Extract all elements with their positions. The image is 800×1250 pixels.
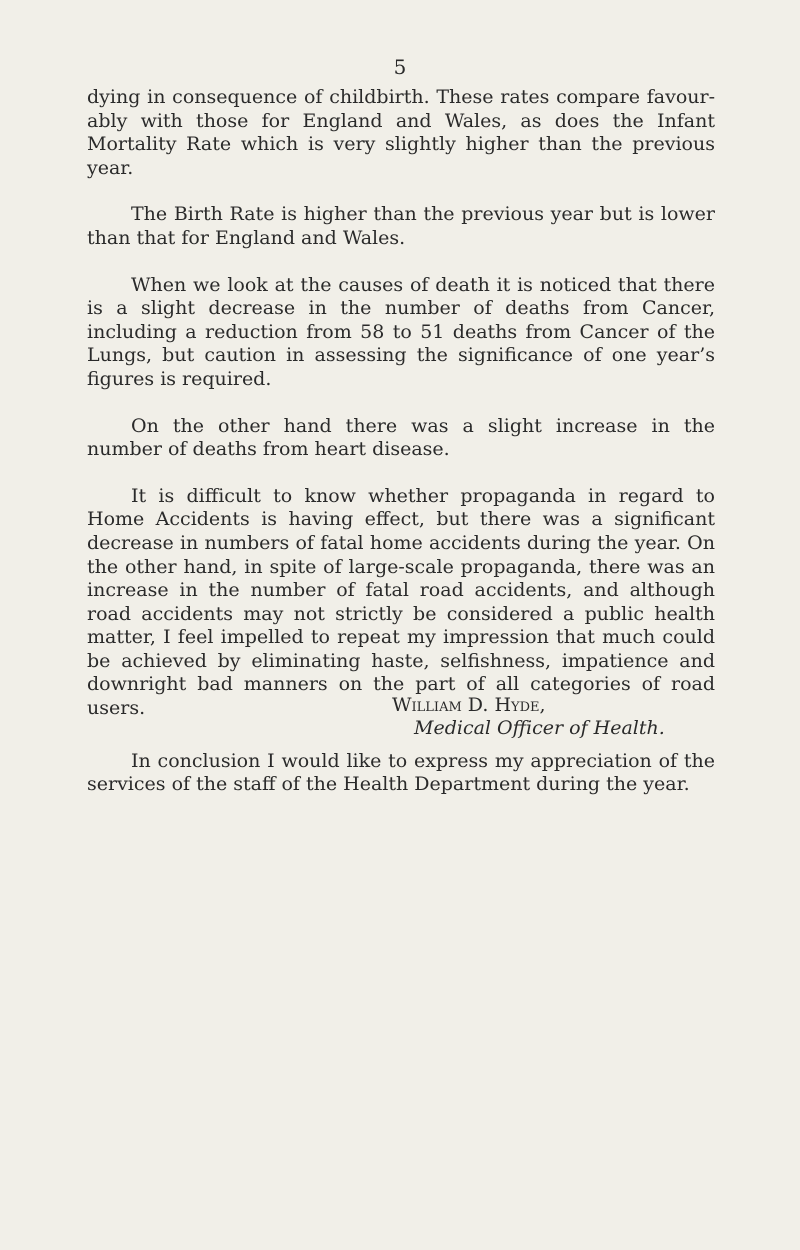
signature-name: William D. Hyde,: [392, 694, 546, 716]
paragraph-heart-disease: On the other hand there was a slight increase in the number of deaths from heart disease.: [87, 414, 715, 461]
signature-title: Medical Officer of Health.: [414, 717, 665, 739]
paragraph-childbirth-rates: dying in consequence of childbirth. These rates compare favourably with those for England and Wales, as does the Infant Mortality Rate which is very slightly higher than the previous year.: [87, 86, 715, 179]
signature-block: [392, 694, 732, 740]
page-number: 5: [393, 55, 407, 79]
paragraph-birth-rate: The Birth Rate is higher than the previous year but is lower than that for England and Wales.: [87, 203, 715, 249]
paragraph-causes-of-death: When we look at the causes of death it is noticed that there is a slight decrease in the number of deaths from Cancer, including a reduction from 58 to 51 deaths from Cancer of the Lungs, but caution in assessing the significance of one year’s figures is required.: [87, 273, 715, 390]
paragraph-conclusion: In conclusion I would like to express my appreciation of the services of the staff of the Health Department during the year.: [87, 749, 715, 796]
paragraph-accidents: It is difficult to know whether propaganda in regard to Home Accidents is having effect, but there was a significant decrease in numbers of fatal home accidents during the year. On the other hand, in spite of large-scale propaganda, there was an increase in the number of fatal road accidents, and although road accidents may not strictly be considered a public health matter, I feel impelled to repeat my impression that much could be achieved by eliminating haste, selfishness, impatience and downright bad manners on the part of all categories of road users.: [87, 484, 715, 720]
